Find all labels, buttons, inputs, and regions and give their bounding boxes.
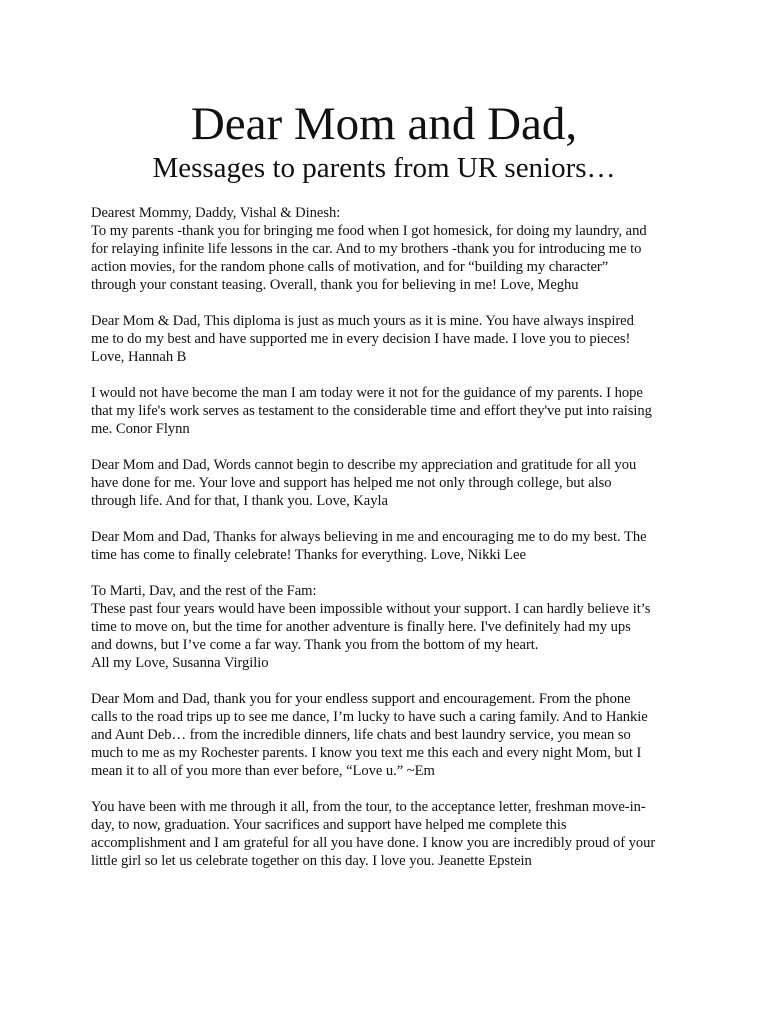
message-line: Love, Hannah B	[91, 349, 187, 365]
message-line: through life. And for that, I thank you. Love, Kayla	[91, 493, 388, 509]
message-line: Dear Mom and Dad, Words cannot begin to describe my appreciation and gratitude for all you	[91, 457, 637, 473]
message-paragraph	[91, 582, 691, 672]
message-line: through your constant teasing. Overall, thank you for believing in me! Love, Meghu	[91, 277, 579, 293]
message-paragraph	[91, 798, 691, 870]
message-line: These past four years would have been impossible without your support. I can hardly believe it’s	[91, 601, 651, 617]
message-line: action movies, for the random phone calls of motivation, and for “building my character”	[91, 259, 609, 275]
message-line: me to do my best and have supported me in every decision I have made. I love you to pieces!	[91, 331, 631, 347]
page-subtitle: Messages to parents from UR seniors…	[152, 152, 616, 184]
message-line: that my life's work serves as testament to the considerable time and effort they've put into raising	[91, 403, 652, 419]
message-line: All my Love, Susanna Virgilio	[91, 655, 269, 671]
message-line: accomplishment and I am grateful for all you have done. I know you are incredibly proud of your	[91, 835, 656, 851]
message-line: Dear Mom and Dad, thank you for your endless support and encouragement. From the phone	[91, 691, 631, 707]
message-paragraph	[91, 456, 691, 510]
page-title: Dear Mom and Dad,	[190, 98, 578, 150]
message-paragraph	[91, 690, 691, 780]
message-line: and Aunt Deb… from the incredible dinners, life chats and best laundry service, you mean so	[91, 727, 631, 743]
message-line: for relaying infinite life lessons in the car. And to my brothers -thank you for introducing me to	[91, 241, 642, 257]
message-line: have done for me. Your love and support has helped me not only through college, but also	[91, 475, 612, 491]
message-line: To my parents -thank you for bringing me food when I got homesick, for doing my laundry, and	[91, 223, 647, 239]
message-line: I would not have become the man I am today were it not for the guidance of my parents. I hope	[91, 385, 643, 401]
message-line: Dear Mom & Dad, This diploma is just as much yours as it is mine. You have always inspired	[91, 313, 634, 329]
message-paragraph	[91, 384, 691, 438]
message-line: calls to the road trips up to see me dance, I’m lucky to have such a caring family. And to Hankie	[91, 709, 648, 725]
message-line: little girl so let us celebrate together on this day. I love you. Jeanette Epstein	[91, 853, 532, 869]
message-line: mean it to all of you more than ever before, “Love u.” ~Em	[91, 763, 435, 779]
message-line: To Marti, Dav, and the rest of the Fam:	[91, 583, 317, 599]
message-paragraph	[91, 204, 691, 294]
message-line: time has come to finally celebrate! Thanks for everything. Love, Nikki Lee	[91, 547, 526, 563]
message-line: You have been with me through it all, from the tour, to the acceptance letter, freshman move-in-	[91, 799, 646, 815]
message-line: much to me as my Rochester parents. I know you text me this each and every night Mom, but I	[91, 745, 642, 761]
message-line: Dear Mom and Dad, Thanks for always believing in me and encouraging me to do my best. The	[91, 529, 647, 545]
message-paragraph	[91, 528, 691, 564]
message-paragraph	[91, 312, 691, 366]
message-line: me. Conor Flynn	[91, 421, 190, 437]
message-line: and downs, but I’ve come a far way. Thank you from the bottom of my heart.	[91, 637, 539, 653]
messages-list	[91, 204, 691, 888]
message-line: Dearest Mommy, Daddy, Vishal & Dinesh:	[91, 205, 341, 221]
message-line: time to move on, but the time for another adventure is finally here. I've definitely had my ups	[91, 619, 631, 635]
message-line: day, to now, graduation. Your sacrifices and support have helped me complete this	[91, 817, 567, 833]
